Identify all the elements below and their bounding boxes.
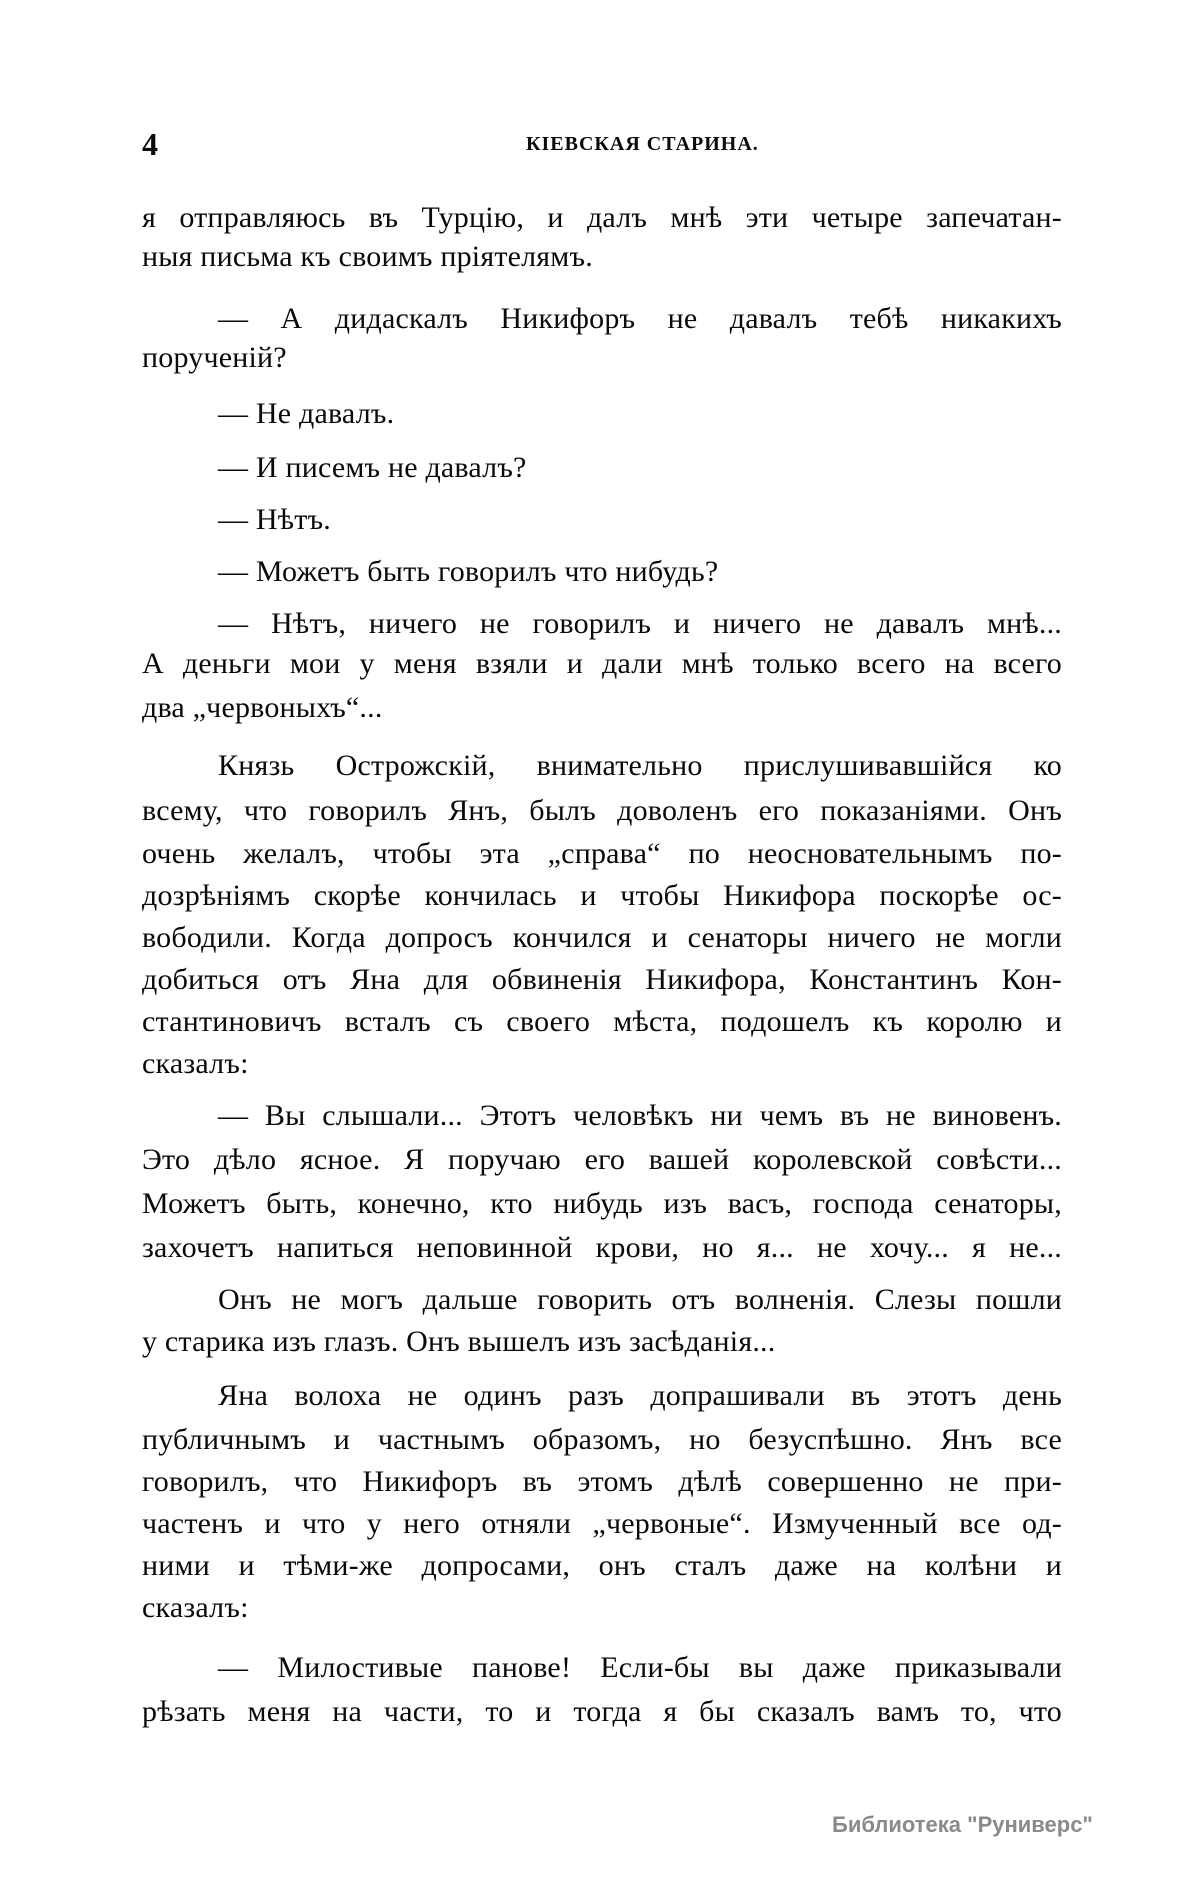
text-line: Это дѣло ясное. Я поручаю его вашей королевской совѣсти...: [142, 1143, 1062, 1176]
text-line: — Вы слышали... Этотъ человѣкъ ни чемъ въ не виновенъ.: [218, 1099, 1062, 1132]
text-line: всему, что говорилъ Янъ, былъ доволенъ его показаніями. Онъ: [142, 794, 1062, 827]
text-line: — А дидаскалъ Никифоръ не давалъ тебѣ никакихъ: [218, 302, 1062, 335]
page-number: 4: [142, 126, 158, 162]
text-line: — И писемъ не давалъ?: [218, 451, 527, 484]
text-line: — Милостивые панове! Если-бы вы даже приказывали: [218, 1651, 1062, 1684]
text-line: два „червоныхъ“...: [142, 691, 383, 724]
text-line: А деньги мои у меня взяли и дали мнѣ только всего на всего: [142, 647, 1062, 680]
text-line: вободили. Когда допросъ кончился и сенаторы ничего не могли: [142, 921, 1062, 954]
text-line: — Не давалъ.: [218, 397, 395, 430]
text-line: — Нѣтъ, ничего не говорилъ и ничего не давалъ мнѣ...: [218, 607, 1062, 640]
text-line: очень желалъ, чтобы эта „справа“ по неосновательнымъ по-: [142, 837, 1062, 870]
text-line: стантиновичъ всталъ съ своего мѣста, подошелъ къ королю и: [142, 1005, 1062, 1038]
text-line: добиться отъ Яна для обвиненія Никифора, Константинъ Кон-: [142, 963, 1062, 996]
text-line: говорилъ, что Никифоръ въ этомъ дѣлѣ совершенно не при-: [142, 1465, 1062, 1498]
text-line: — Нѣтъ.: [218, 503, 331, 536]
text-line: сказалъ:: [142, 1591, 249, 1624]
text-line: частенъ и что у него отняли „червоные“. Измученный все од-: [142, 1507, 1062, 1540]
text-line: порученій?: [142, 341, 287, 374]
text-line: дозрѣніямъ скорѣе кончилась и чтобы Никифора поскорѣе ос-: [142, 879, 1062, 912]
text-line: публичнымъ и частнымъ образомъ, но безуспѣшно. Янъ все: [142, 1423, 1062, 1456]
text-line: захочетъ напиться неповинной крови, но я... не хочу... я не...: [142, 1231, 1062, 1264]
library-watermark: Библиотека "Руниверс": [832, 1812, 1093, 1837]
text-line: ныя письма къ своимъ пріятелямъ.: [142, 240, 593, 273]
text-line: сказалъ:: [142, 1047, 249, 1080]
text-line: ними и тѣми-же допросами, онъ сталъ даже на колѣни и: [142, 1549, 1062, 1582]
text-line: Яна волоха не одинъ разъ допрашивали въ этотъ день: [218, 1379, 1062, 1412]
text-line: рѣзать меня на части, то и тогда я бы сказалъ вамъ то, что: [142, 1695, 1062, 1728]
text-line: Князь Острожскій, внимательно прислушивавшійся ко: [218, 749, 1062, 782]
running-title: КІЕВСКАЯ СТАРИНА.: [526, 133, 759, 155]
text-line: — Можетъ быть говорилъ что нибудь?: [218, 555, 719, 588]
text-line: у старика изъ глазъ. Онъ вышелъ изъ засѣданія...: [142, 1325, 776, 1358]
text-line: я отправляюсь въ Турцію, и далъ мнѣ эти четыре запечатан-: [142, 201, 1062, 234]
text-line: Можетъ быть, конечно, кто нибудь изъ васъ, господа сенаторы,: [142, 1187, 1062, 1220]
text-line: Онъ не могъ дальше говорить отъ волненія. Слезы пошли: [218, 1283, 1062, 1316]
